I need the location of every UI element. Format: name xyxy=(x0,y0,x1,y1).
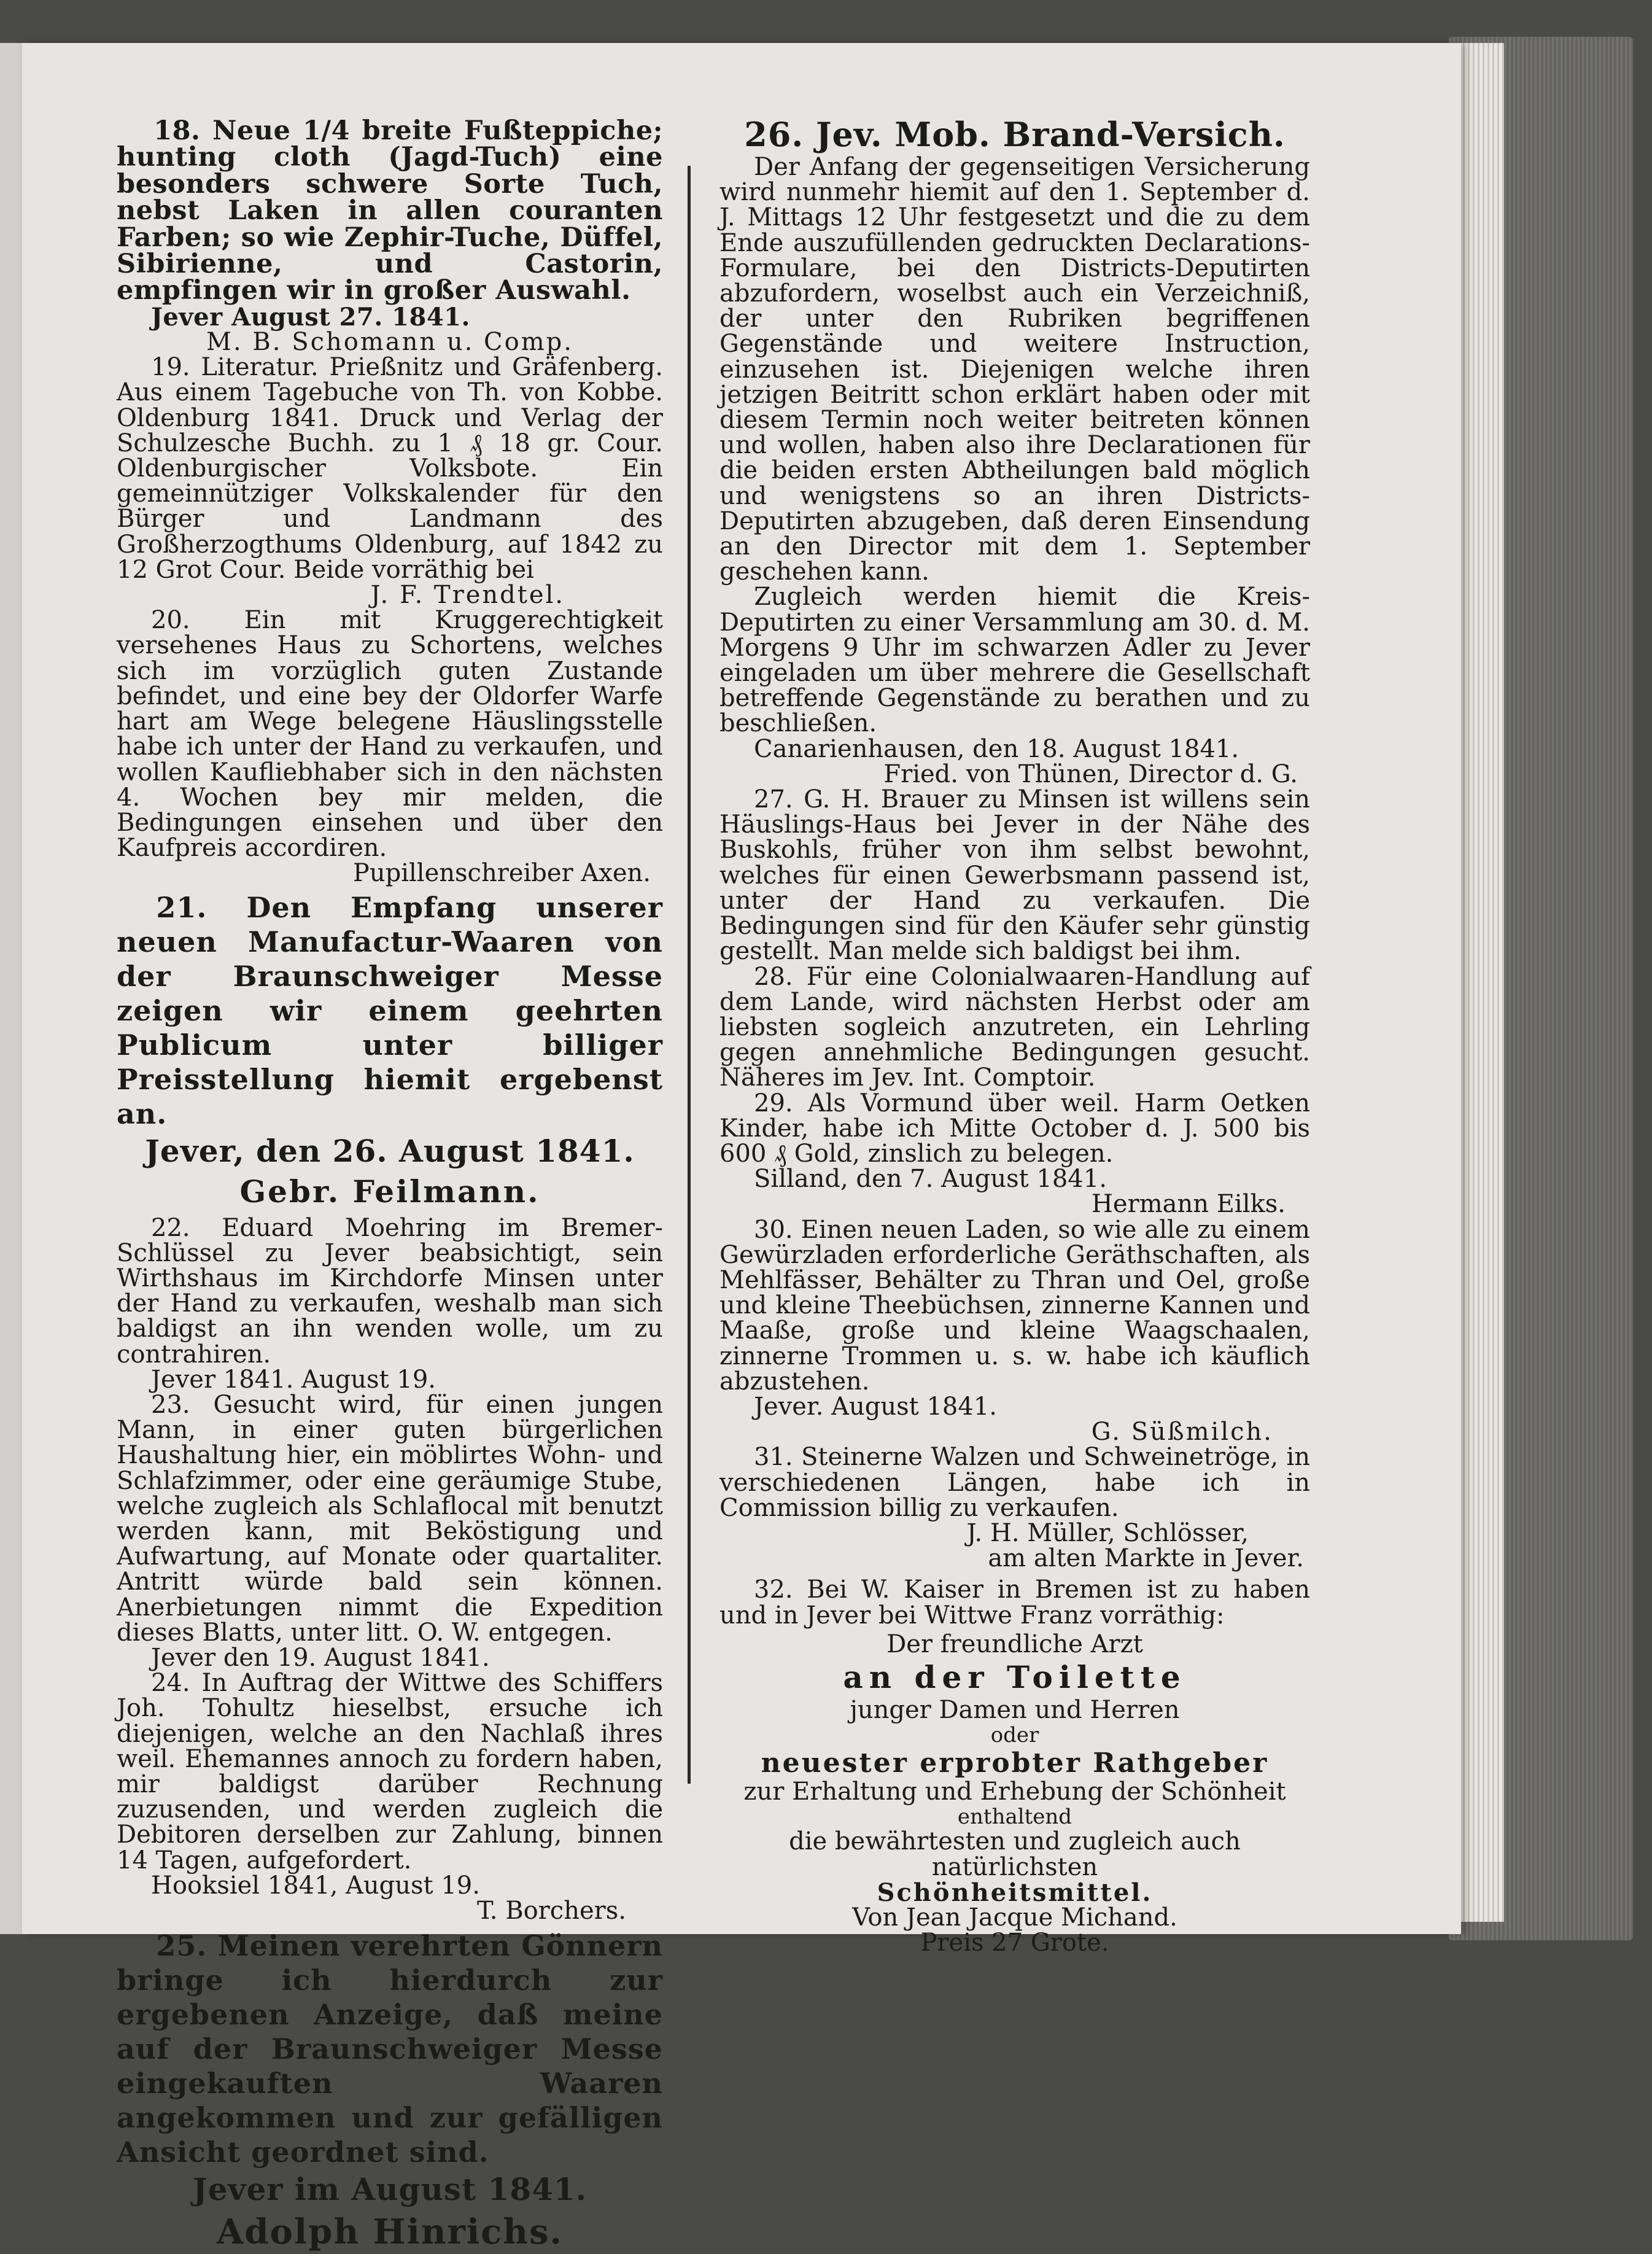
ad-21-signature: Gebr. Feilmann. xyxy=(239,1173,540,1210)
ad-22-date: Jever 1841. August 19. xyxy=(151,1365,436,1394)
ad-28-text: 28. Für eine Colonialwaaren-Handlung auf dem Lande, wird nächsten Herbst oder am liebsten sogleich anzutreten, ein Lehrling gegen annehmliche Bedingungen gesucht. Näheres im Jev. Int. Comptoir. xyxy=(719,962,1310,1092)
ad-18-text: 18. Neue 1/4 breite Fußteppiche; hunting cloth (Jagd-Tuch) eine besonders schwere Sorte Tuch, nebst Laken in allen couranten Farben; so wie Zephir-Tuche, Düffel, Sibirienne, und Castorin, empfingen wir in großer Auswahl. xyxy=(117,115,663,306)
book-price: Preis 27 Grote. xyxy=(920,1929,1109,1957)
ad-26-signature: Fried. von Thünen, Director d. G. xyxy=(883,760,1298,788)
ad-30-date: Jever. August 1841. xyxy=(754,1392,997,1421)
book-title-line-9: Schönheitsmittel. xyxy=(877,1878,1153,1907)
ad-29-signature: Hermann Eilks. xyxy=(1092,1190,1286,1219)
column-divider xyxy=(688,166,691,1784)
book-title-line-1: Der freundliche Arzt xyxy=(886,1630,1143,1658)
ad-24-text: 24. In Auftrag der Wittwe des Schiffers Joh. Tohultz hieselbst, ersuche ich diejenigen, welche an den Nachlaß ihres weil. Ehemannes annoch zu fordern haben, mir baldigst darüber Rechnung zuzusenden, und werden zugleich die Debitoren derselben zur Zahlung, binnen 14 Tagen, aufgefordert. xyxy=(117,1669,663,1875)
ad-21-date: Jever, den 26. August 1841. xyxy=(145,1132,635,1169)
ad-18-date: Jever August 27. 1841. xyxy=(151,302,470,332)
right-column xyxy=(719,115,1310,1957)
ad-23-date: Jever den 19. August 1841. xyxy=(151,1643,490,1672)
book-title-line-2: an der Toilette xyxy=(843,1658,1187,1695)
ad-24-date: Hooksiel 1841, August 19. xyxy=(151,1871,480,1900)
ad-20-text: 20. Ein mit Kruggerechtigkeit versehenes Haus zu Schortens, welches sich im vorzüglich guten Zustande befindet, und eine bey der Oldorfer Warfe hart am Wege belegene Häuslingsstelle habe ich unter der Hand zu verkaufen, und wollen Kaufliebhaber sich in den nächsten 4. Wochen bey mir melden, die Bedingungen einsehen und über den Kaufpreis accordiren. xyxy=(117,606,663,863)
book-title-line-6: zur Erhaltung und Erhebung der Schönheit xyxy=(743,1778,1286,1806)
ad-26-text-2: Zugleich werden hiemit die Kreis-Deputirten zu einer Versammlung am 30. d. M. Morgens 9 Uhr im schwarzen Adler zu Jever eingeladen um über mehrere die Gesellschaft betreffende Gegenstände zu berathen und zu beschließen. xyxy=(719,583,1310,738)
ad-22-text: 22. Eduard Moehring im Bremer-Schlüssel zu Jever beabsichtigt, sein Wirthshaus im Kirchdorfe Minsen unter der Hand zu verkaufen, weshalb man sich baldigst an ihn wenden wolle, um zu contrahiren. xyxy=(117,1213,663,1369)
ad-29-text: 29. Als Vormund über weil. Harm Oetken Kinder, habe ich Mitte October d. J. 500 bis 600 ₰ Gold, zinslich zu belegen. xyxy=(719,1089,1310,1168)
book-title-line-7: enthaltend xyxy=(957,1805,1072,1830)
book-title-line-4: oder xyxy=(990,1723,1039,1748)
book-author: Von Jean Jacque Michand. xyxy=(852,1903,1177,1932)
ad-25-date: Jever im August 1841. xyxy=(192,2171,588,2208)
ad-32-text: 32. Bei W. Kaiser in Bremen ist zu haben und in Jever bei Wittwe Franz vorräthig: xyxy=(719,1576,1310,1630)
ad-30-signature: G. Süßmilch. xyxy=(1091,1418,1273,1447)
ad-20-signature: Pupillenschreiber Axen. xyxy=(352,859,651,888)
ad-30-text: 30. Einen neuen Laden, so wie alle zu einem Gewürzladen erforderliche Geräthschaften, als Mehlfässer, Behälter zu Thran und Oel, große und kleine Theebüchsen, zinnerne Kannen und Maaße, große und kleine Waagschaalen, zinnerne Trommen u. s. w. habe ich käuflich abzustehen. xyxy=(719,1215,1310,1396)
ad-31-address: am alten Markte in Jever. xyxy=(988,1544,1304,1573)
previous-page-edge xyxy=(0,43,22,1934)
book-title-line-3: junger Damen und Herren xyxy=(850,1695,1180,1724)
ad-31-signature: J. H. Müller, Schlösser, xyxy=(966,1518,1249,1547)
ad-26-heading: 26. Jev. Mob. Brand-Versich. xyxy=(744,115,1286,154)
ad-18-signature: M. B. Schomann u. Comp. xyxy=(206,328,573,357)
ad-26-date: Canarienhausen, den 18. August 1841. xyxy=(754,734,1239,763)
left-column xyxy=(117,115,663,2254)
ad-24-signature: T. Borchers. xyxy=(476,1897,626,1925)
book-title-line-8: die bewährtesten und zugleich auch natürlichsten xyxy=(789,1827,1241,1881)
ad-29-date: Silland, den 7. August 1841. xyxy=(754,1165,1107,1194)
ad-25-text: 25. Meinen verehrten Gönnern bringe ich hierdurch zur ergebenen Anzeige, daß meine auf der Braunschweiger Messe eingekauften Waaren angekommen und zur gefälligen Ansicht geordnet sind. xyxy=(117,1929,663,2169)
ad-19-signature: J. F. Trendtel. xyxy=(370,581,565,610)
ad-26-text: Der Anfang der gegenseitigen Versicherung wird nunmehr hiemit auf den 1. September d. J. Mittags 12 Uhr festgesetzt und die zu dem Ende auszufüllenden gedruckten Declarations-Formulare, bei den Districts-Deputirten abzufordern, woselbst auch ein Verzeichniß, der unter den Rubriken begriffenen Gegenstände und weitere Instruction, einzusehen ist. Diejenigen welche ihren jetzigen Beitritt schon erklärt haben oder mit diesem Termin noch weiter beitreten können und wollen, haben also ihre Declarationen für die beiden ersten Abtheilungen bald möglich und wenigstens so an ihren Districts-Deputirten abzugeben, daß deren Einsendung an den Director mit dem 1. September geschehen kann. xyxy=(719,153,1310,586)
ad-23-text: 23. Gesucht wird, für einen jungen Mann, in einer guten bürgerlichen Haushaltung hier, ein möblirtes Wohn- und Schlafzimmer, oder eine geräumige Stube, welche zugleich als Schlaflocal mit benutzt werden kann, mit Beköstigung und Aufwartung, auf Monate oder quartaliter. Antritt würde bald sein können. Anerbietungen nimmt die Expedition dieses Blatts, unter litt. O. W. entgegen. xyxy=(117,1390,663,1647)
book-title-line-5: neuester erprobter Rathgeber xyxy=(761,1747,1269,1779)
ad-31-text: 31. Steinerne Walzen und Schweinetröge, in verschiedenen Längen, habe ich in Commission billig zu verkaufen. xyxy=(719,1443,1310,1522)
ad-27-text: 27. G. H. Brauer zu Minsen ist willens sein Häuslings-Haus bei Jever in der Nähe des Buskohls, früher von ihm selbst bewohnt, welches für einen Gewerbsmann passend ist, unter der Hand zu verkaufen. Die Bedingungen sind für den Käufer sehr günstig gestellt. Man melde sich baldigst bei ihm. xyxy=(719,785,1310,966)
ad-21-text: 21. Den Empfang unserer neuen Manufactur-Waaren von der Braunschweiger Messe zeigen wir einem geehrten Publicum unter billiger Preisstellung hiemit ergebenst an. xyxy=(117,890,663,1130)
ad-19-text: 19. Literatur. Prießnitz und Gräfenberg. Aus einem Tagebuche von Th. von Kobbe. Oldenburg 1841. Druck und Verlag der Schulzesche Buchh. zu 1 ₰ 18 gr. Cour. Oldenburgischer Volksbote. Ein gemeinnütziger Volkskalender für den Bürger und Landmann des Großherzogthums Oldenburg, auf 1842 zu 12 Grot Cour. Beide vorräthig bei xyxy=(117,353,663,584)
ad-25-signature: Adolph Hinrichs. xyxy=(216,2212,564,2253)
